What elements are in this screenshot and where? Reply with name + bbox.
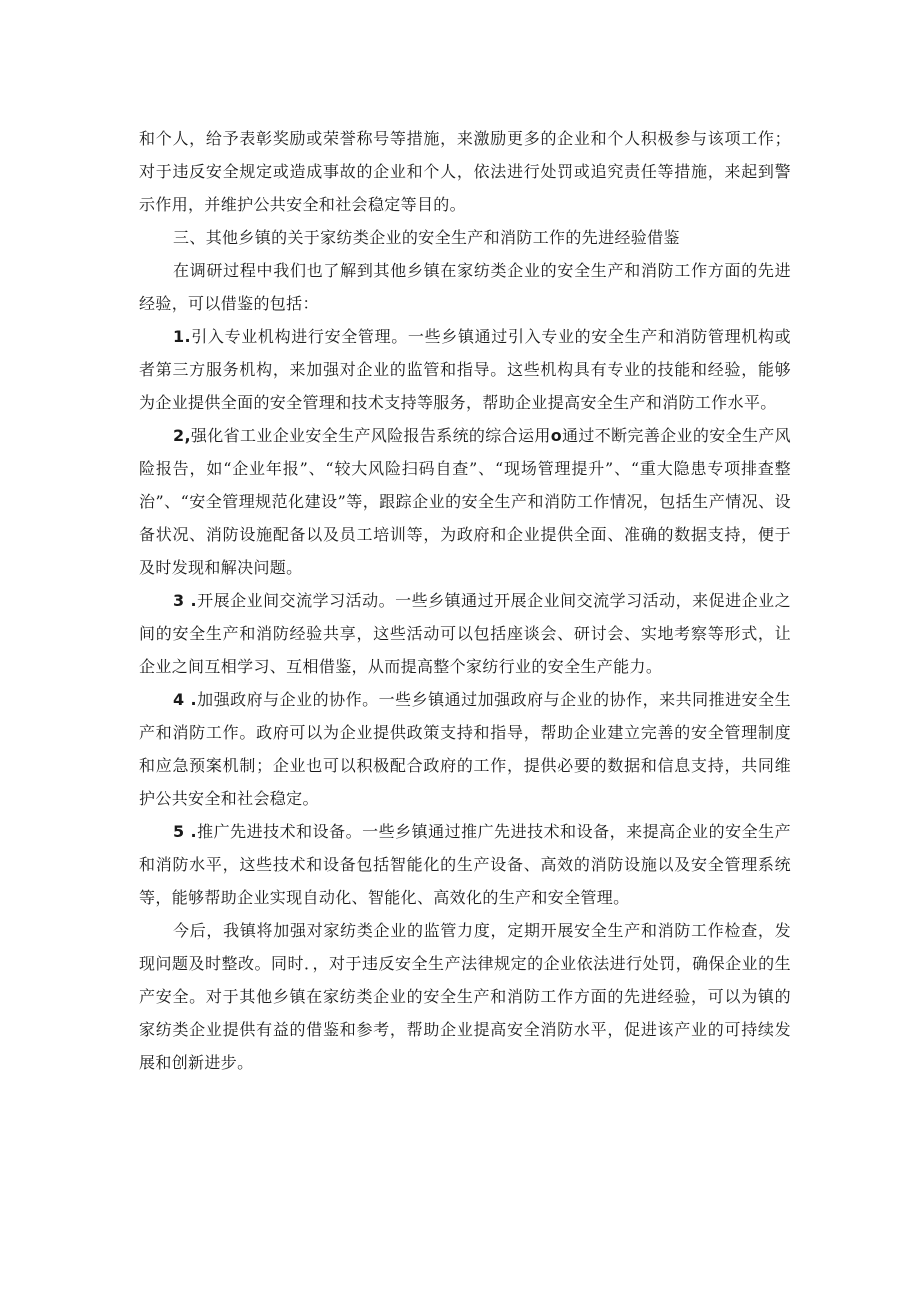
intro-paragraph: 和个人，给予表彰奖励或荣誉称号等措施，来激励更多的企业和个人积极参与该项工作；对于违反安全规定或造成事故的企业和个人，依法进行处罚或追究责任等措施，来起到警示作用，并维护公共安全和社会稳定等目的。 xyxy=(139,129,791,214)
list-item-1 xyxy=(139,320,791,419)
list-item-4 xyxy=(139,683,791,815)
list-item-5 xyxy=(139,815,791,914)
list-item-number: 3 . xyxy=(173,591,197,610)
list-item-text-continued: 通过不断完善企业的安全生产风险报告，如“企业年报”、“较大风险扫码自查”、“现场管理提升”、“重大隐患专项排查整治”、“安全管理规范化建设”等，跟踪企业的安全生产和消防工作情况，包括生产情况、设备状况、消防设施配备以及员工培训等，为政府和企业提供全面、准确的数据支持，便于及时发现和解决问题。 xyxy=(139,426,791,577)
list-item-number: 2, xyxy=(173,426,191,445)
list-item-number: 4 . xyxy=(173,690,197,709)
list-item-text: 引入专业机构进行安全管理。一些乡镇通过引入专业的安全生产和消防管理机构或者第三方服务机构，来加强对企业的监管和指导。这些机构具有专业的技能和经验，能够为企业提供全面的安全管理和技术支持等服务，帮助企业提高安全生产和消防工作水平。 xyxy=(139,327,791,412)
document-page xyxy=(139,122,791,1079)
list-item-text: 推广先进技术和设备。一些乡镇通过推广先进技术和设备，来提高企业的安全生产和消防水平，这些技术和设备包括智能化的生产设备、高效的消防设施以及安全管理系统等，能够帮助企业实现自动化、智能化、高效化的生产和安全管理。 xyxy=(139,822,791,907)
list-item-3 xyxy=(139,584,791,683)
list-item-text: 加强政府与企业的协作。一些乡镇通过加强政府与企业的协作，来共同推进安全生产和消防工作。政府可以为企业提供政策支持和指导，帮助企业建立完善的安全管理制度和应急预案机制；企业也可以积极配合政府的工作，提供必要的数据和信息支持，共同维护公共安全和社会稳定。 xyxy=(139,690,791,808)
section-heading: 三、其他乡镇的关于家纺类企业的安全生产和消防工作的先进经验借鉴 xyxy=(173,228,680,247)
list-item-text: 强化省工业企业安全生产风险报告系统的综合运用 xyxy=(190,426,551,445)
conclusion-paragraph: 今后，我镇将加强对家纺类企业的监管力度，定期开展安全生产和消防工作检查，发现问题及时整改。同时．，对于违反安全生产法律规定的企业依法进行处罚，确保企业的生产安全。对于其他乡镇在家纺类企业的安全生产和消防工作方面的先进经验，可以为镇的家纺类企业提供有益的借鉴和参考，帮助企业提高安全消防水平，促进该产业的可持续发展和创新进步。 xyxy=(139,921,791,1072)
lead-paragraph: 在调研过程中我们也了解到其他乡镇在家纺类企业的安全生产和消防工作方面的先进经验，可以借鉴的包括： xyxy=(139,261,791,313)
list-item-2 xyxy=(139,419,791,584)
list-item-text: 开展企业间交流学习活动。一些乡镇通过开展企业间交流学习活动，来促进企业之间的安全生产和消防经验共享，这些活动可以包括座谈会、研讨会、实地考察等形式，让企业之间互相学习、互相借鉴，从而提高整个家纺行业的安全生产能力。 xyxy=(139,591,791,676)
list-item-number: 5 . xyxy=(173,822,197,841)
inline-mark: o xyxy=(550,426,563,445)
list-item-number: 1. xyxy=(173,327,191,346)
